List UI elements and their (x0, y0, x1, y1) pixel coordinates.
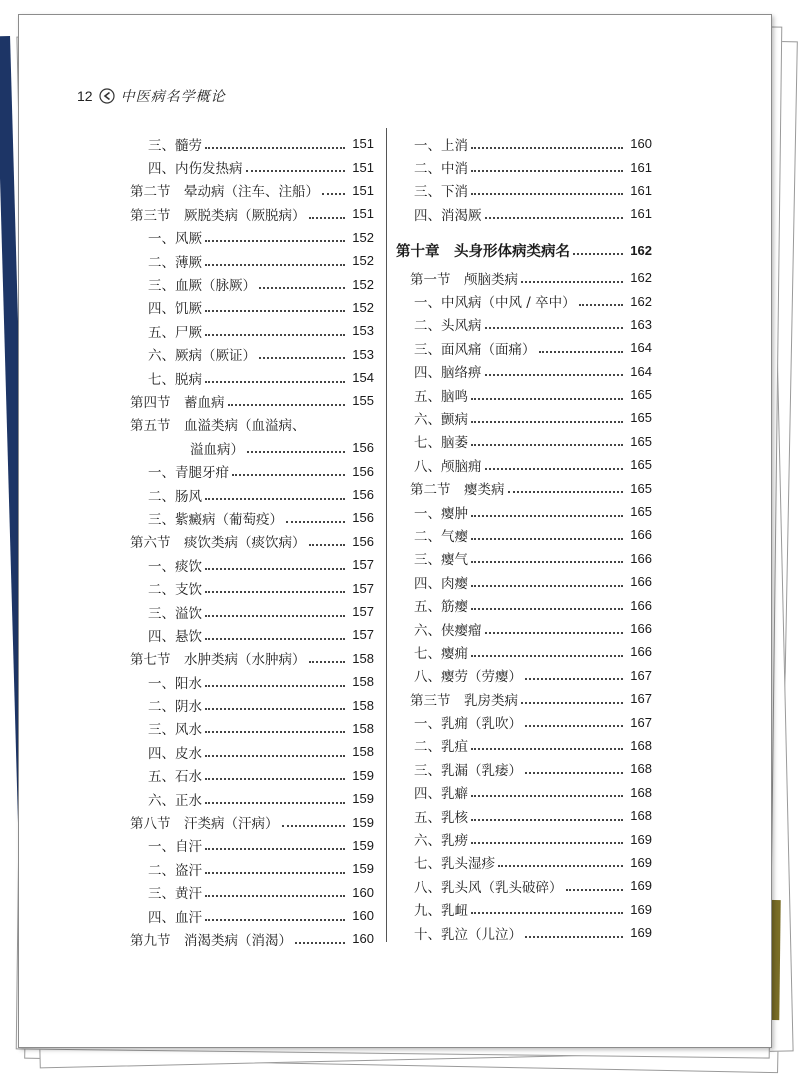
toc-entry-page: 159 (352, 767, 374, 783)
toc-entry-label: 五、石水 (148, 769, 202, 786)
toc-entry-label: 十、乳泣（儿泣） (414, 926, 522, 943)
toc-entry-label: 一、青腿牙疳 (148, 465, 229, 482)
leader-dots (228, 390, 346, 406)
toc-entry-label: 七、脱病 (148, 371, 202, 388)
toc-entry-label: 六、正水 (148, 792, 202, 809)
toc-entry-label: 三、面风痛（面痛） (414, 341, 536, 358)
leader-dots (539, 337, 624, 353)
toc-entry-page: 153 (352, 346, 374, 362)
leader-dots (471, 133, 623, 149)
toc-entry-label: 二、薄厥 (148, 254, 202, 271)
toc-entry-label: 第九节 消渴类病（消渴） (130, 932, 292, 949)
toc-entry (130, 600, 374, 623)
toc-entry-label: 一、中风病（中风 / 卒中） (414, 295, 576, 312)
toc-entry-page: 156 (352, 510, 374, 526)
leader-dots (205, 858, 345, 874)
toc-entry-label: 七、乳头湿疹 (414, 856, 495, 873)
toc-entry-page: 156 (352, 487, 374, 503)
toc-entry (396, 664, 652, 687)
toc-entry-label: 一、瘿肿 (414, 505, 468, 522)
leader-dots (471, 524, 623, 540)
leader-dots (205, 905, 345, 921)
toc-entry (130, 530, 374, 553)
toc-entry-label: 四、脑络痹 (414, 365, 482, 382)
toc-entry (396, 239, 652, 262)
toc-entry-page: 166 (630, 550, 652, 566)
toc-entry (396, 523, 652, 546)
toc-entry (396, 710, 652, 733)
leader-dots (205, 133, 345, 149)
leader-dots (309, 647, 346, 663)
toc-entry (130, 272, 374, 295)
toc-entry-label: 六、乳痨 (414, 833, 468, 850)
toc-entry-label: 第三节 乳房类病 (410, 692, 518, 709)
toc-entry-label: 七、脑萎 (414, 435, 468, 452)
toc-entry-page: 151 (352, 182, 374, 198)
leader-dots (282, 811, 346, 827)
toc-entry (130, 296, 374, 319)
toc-entry (130, 343, 374, 366)
toc-entry (130, 226, 374, 249)
toc-entry-label: 溢血病） (190, 441, 244, 458)
toc-entry-label: 一、自汗 (148, 839, 202, 856)
toc-entry-label: 一、阳水 (148, 675, 202, 692)
leader-dots (309, 530, 346, 546)
toc-entry (396, 921, 652, 944)
toc-entry (396, 336, 652, 359)
toc-entry-page: 162 (630, 242, 652, 258)
toc-entry-page: 169 (630, 831, 652, 847)
toc-entry (396, 132, 652, 155)
toc-entry (396, 430, 652, 453)
toc-entry (396, 687, 652, 710)
leader-dots (525, 664, 623, 680)
toc-entry-page: 158 (352, 744, 374, 760)
toc-entry-label: 三、紫癜病（葡萄疫） (148, 511, 283, 528)
toc-entry (396, 266, 652, 289)
leader-dots (485, 618, 624, 634)
toc-entry (396, 617, 652, 640)
toc-entry-page: 165 (630, 433, 652, 449)
toc-entry (130, 319, 374, 342)
toc-entry (130, 202, 374, 225)
leader-dots (471, 734, 623, 750)
toc-entry-page: 152 (352, 276, 374, 292)
toc-entry (130, 927, 374, 950)
toc-entry-label: 二、肠风 (148, 488, 202, 505)
toc-entry-label: 一、上消 (414, 137, 468, 154)
leader-dots (579, 290, 623, 306)
toc-entry (130, 834, 374, 857)
leader-dots (295, 928, 345, 944)
toc-entry (396, 781, 652, 804)
toc-entry-label: 八、乳头风（乳头破碎） (414, 879, 563, 896)
toc-entry (130, 436, 374, 459)
leader-dots (573, 239, 623, 255)
toc-entry (396, 593, 652, 616)
toc-entry-label: 四、内伤发热病 (148, 161, 243, 178)
toc-entry-page: 165 (630, 410, 652, 426)
leader-dots (485, 454, 624, 470)
leader-dots (471, 547, 623, 563)
leader-dots (485, 313, 624, 329)
toc-entry (130, 881, 374, 904)
leader-dots (566, 875, 624, 891)
toc-entry-page: 161 (630, 159, 652, 175)
toc-entry-label: 四、乳癖 (414, 786, 468, 803)
toc-entry-page: 162 (630, 293, 652, 309)
leader-dots (471, 594, 623, 610)
toc-entry-label: 三、血厥（脉厥） (148, 278, 256, 295)
toc-entry-page: 151 (352, 159, 374, 175)
toc-entry (396, 898, 652, 921)
leader-dots (485, 203, 624, 219)
toc-entry-page: 154 (352, 370, 374, 386)
toc-entry (396, 851, 652, 874)
toc-entry-page: 169 (630, 854, 652, 870)
leader-dots (525, 711, 623, 727)
toc-entry-page: 152 (352, 253, 374, 269)
leader-dots (205, 881, 345, 897)
toc-entry-page: 160 (352, 884, 374, 900)
toc-entry (396, 313, 652, 336)
leader-dots (205, 577, 345, 593)
toc-entry-label: 一、风厥 (148, 231, 202, 248)
toc-entry-label: 四、悬饮 (148, 628, 202, 645)
leader-dots (205, 250, 345, 266)
leader-dots (471, 407, 623, 423)
toc-entry (130, 483, 374, 506)
toc-entry (130, 740, 374, 763)
toc-entry-page: 169 (630, 878, 652, 894)
toc-entry (130, 647, 374, 670)
toc-entry-page: 165 (630, 504, 652, 520)
toc-entry (396, 406, 652, 429)
toc-entry (396, 827, 652, 850)
toc-entry-page: 160 (352, 908, 374, 924)
leader-dots (322, 179, 345, 195)
toc-entry-page: 166 (630, 621, 652, 636)
leader-dots (521, 267, 623, 283)
toc-entry-page: 163 (630, 316, 652, 332)
toc-entry (130, 904, 374, 927)
leader-dots (205, 671, 345, 687)
toc-entry-page: 165 (630, 457, 652, 473)
toc-left-column (130, 132, 374, 951)
toc-entry-label: 六、厥病（厥证） (148, 348, 256, 365)
toc-entry (396, 202, 652, 225)
leader-dots (485, 360, 624, 376)
toc-entry-label: 三、黄汗 (148, 886, 202, 903)
leader-dots (525, 922, 623, 938)
toc-entry (396, 155, 652, 178)
toc-entry-label: 二、阴水 (148, 699, 202, 716)
leader-dots (205, 320, 345, 336)
toc-entry-page: 158 (352, 674, 374, 690)
leader-dots (471, 571, 623, 587)
toc-entry (396, 570, 652, 593)
toc-entry-page: 165 (630, 387, 652, 403)
toc-entry-label: 二、乳疽 (414, 739, 468, 756)
toc-entry-label: 八、瘿劳（劳瘿） (414, 669, 522, 686)
toc-entry (130, 249, 374, 272)
toc-entry (130, 155, 374, 178)
toc-entry-page: 160 (352, 931, 374, 947)
toc-entry-label: 八、颅脑痈 (414, 458, 482, 475)
leader-dots (246, 156, 346, 172)
toc-entry (130, 810, 374, 833)
leader-dots (471, 156, 623, 172)
toc-entry-page: 151 (352, 206, 374, 222)
toc-entry-page: 164 (630, 363, 652, 379)
toc-entry (130, 787, 374, 810)
toc-entry-page: 156 (352, 533, 374, 549)
toc-entry-page: 157 (352, 580, 374, 596)
toc-entry (396, 476, 652, 499)
toc-entry-page: 162 (630, 270, 652, 286)
toc-entry-page: 167 (630, 667, 652, 683)
toc-entry-label: 五、筋瘿 (414, 599, 468, 616)
toc-entry-label: 二、盗汗 (148, 862, 202, 879)
toc-entry (396, 179, 652, 202)
toc-entry-label: 七、瘿痈 (414, 645, 468, 662)
page-number: 12 (77, 88, 93, 104)
toc-entry-page: 168 (630, 761, 652, 777)
toc-entry-page: 166 (630, 644, 652, 660)
leader-dots (471, 384, 623, 400)
toc-entry-label: 四、血汗 (148, 909, 202, 926)
leader-dots (205, 834, 345, 850)
leader-dots (498, 851, 623, 867)
toc-entry-label: 二、气瘿 (414, 528, 468, 545)
toc-entry-label: 第三节 厥脱类病（厥脱病） (130, 207, 306, 224)
toc-entry-page: 159 (352, 861, 374, 877)
toc-entry (396, 453, 652, 476)
toc-entry-page: 166 (630, 597, 652, 613)
toc-entry-page: 157 (352, 604, 374, 619)
toc-entry-label: 五、脑鸣 (414, 388, 468, 405)
toc-entry-label: 六、颤病 (414, 411, 468, 428)
toc-entry (130, 366, 374, 389)
toc-entry-page: 169 (630, 925, 652, 941)
leader-dots (471, 805, 623, 821)
toc-entry (396, 874, 652, 897)
toc-entry (396, 734, 652, 757)
toc-entry-page: 168 (630, 808, 652, 824)
leader-dots (205, 601, 345, 617)
left-arrow-circle-icon (99, 88, 115, 104)
toc-entry-label: 第七节 水肿类病（水肿病） (130, 652, 306, 669)
toc-entry (396, 383, 652, 406)
toc-entry-label: 二、中消 (414, 161, 468, 178)
leader-dots (471, 430, 623, 446)
toc-entry-label: 三、乳漏（乳痿） (414, 762, 522, 779)
toc-entry (396, 757, 652, 780)
toc-entry-label: 三、溢饮 (148, 605, 202, 622)
toc-entry-page: 155 (352, 393, 374, 409)
toc-entry-label: 一、痰饮 (148, 558, 202, 575)
leader-dots (232, 460, 345, 476)
leader-dots (259, 273, 345, 289)
toc-entry-label: 三、下消 (414, 184, 468, 201)
toc-entry-page: 167 (630, 691, 652, 707)
leader-dots (205, 554, 345, 570)
toc-entry-page: 158 (352, 697, 374, 713)
leader-dots (525, 758, 623, 774)
toc-entry-page: 157 (352, 557, 374, 573)
leader-dots (205, 367, 345, 383)
toc-entry-page: 159 (352, 791, 374, 807)
toc-entry (396, 500, 652, 523)
leader-dots (508, 477, 624, 493)
toc-right-column (396, 132, 652, 944)
leader-dots (247, 437, 345, 453)
toc-entry (130, 553, 374, 576)
toc-entry-page: 153 (352, 323, 374, 339)
toc-entry-page: 161 (630, 206, 652, 222)
toc-entry-page: 151 (352, 136, 374, 152)
leader-dots (521, 688, 623, 704)
toc-entry-label: 三、瘿气 (414, 552, 468, 569)
toc-entry-label: 第六节 痰饮类病（痰饮病） (130, 535, 306, 552)
leader-dots (471, 179, 623, 195)
book-title: 中医病名学概论 (120, 89, 226, 105)
leader-dots (205, 484, 345, 500)
leader-dots (205, 717, 345, 733)
leader-dots (286, 507, 345, 523)
toc-entry (396, 289, 652, 312)
toc-entry-label: 二、头风病 (414, 318, 482, 335)
toc-entry-label: 第二节 晕动病（注车、注船） (130, 184, 319, 201)
toc-entry-label: 五、乳核 (414, 809, 468, 826)
toc-entry-label: 二、支饮 (148, 582, 202, 599)
leader-dots (205, 764, 345, 780)
toc-entry-page: 152 (352, 299, 374, 315)
toc-entry-label: 第八节 汗类病（汗病） (130, 816, 279, 833)
toc-entry (130, 459, 374, 482)
toc-entry-label: 五、尸厥 (148, 324, 202, 341)
toc-entry-page: 158 (352, 650, 374, 666)
toc-entry-page: 167 (630, 714, 652, 730)
toc-entry-page: 164 (630, 340, 652, 356)
toc-entry (396, 640, 652, 663)
toc-entry-label: 第五节 血溢类病（血溢病、 (130, 418, 306, 435)
column-divider (386, 128, 387, 942)
toc-entry-label: 第一节 颅脑类病 (410, 271, 518, 288)
toc-entry-label: 六、侠瘿瘤 (414, 622, 482, 639)
toc-entry-page: 165 (630, 480, 652, 496)
toc-entry-page: 159 (352, 814, 374, 830)
toc-entry (130, 764, 374, 787)
leader-dots (205, 226, 345, 242)
toc-entry-page: 157 (352, 627, 374, 643)
toc-entry-page: 160 (630, 136, 652, 152)
leader-dots (471, 898, 623, 914)
toc-entry-page: 166 (630, 527, 652, 543)
toc-entry (130, 179, 374, 202)
toc-entry-page: 168 (630, 737, 652, 753)
toc-entry (130, 576, 374, 599)
toc-entry (130, 413, 374, 436)
toc-entry-page: 161 (630, 182, 652, 198)
running-header (77, 86, 226, 106)
toc-entry-label: 第二节 瘿类病 (410, 482, 505, 499)
leader-dots (205, 694, 345, 710)
toc-entry (130, 132, 374, 155)
leader-dots (205, 788, 345, 804)
toc-entry-page: 159 (352, 837, 374, 853)
toc-entry (396, 547, 652, 570)
toc-entry-label: 九、乳衄 (414, 903, 468, 920)
toc-entry (396, 804, 652, 827)
toc-entry-label: 四、消渴厥 (414, 207, 482, 224)
leader-dots (471, 501, 623, 517)
toc-entry-page: 169 (630, 901, 652, 917)
toc-entry-page: 166 (630, 574, 652, 590)
toc-entry (130, 717, 374, 740)
leader-dots (205, 624, 345, 640)
toc-entry-label: 第四节 蓄血病 (130, 394, 225, 411)
toc-entry-page: 158 (352, 720, 374, 736)
toc-entry-label: 三、髓劳 (148, 137, 202, 154)
leader-dots (205, 741, 345, 757)
leader-dots (259, 343, 345, 359)
toc-entry (130, 670, 374, 693)
toc-entry-label: 四、肉瘿 (414, 575, 468, 592)
toc-entry (130, 857, 374, 880)
toc-entry-page: 156 (352, 463, 374, 479)
toc-entry (130, 506, 374, 529)
toc-entry (130, 623, 374, 646)
toc-entry-label: 四、皮水 (148, 745, 202, 762)
leader-dots (205, 296, 345, 312)
toc-entry-page: 156 (352, 440, 374, 456)
toc-entry-label: 三、风水 (148, 722, 202, 739)
leader-dots (471, 828, 623, 844)
toc-entry (130, 389, 374, 412)
toc-entry-page: 152 (352, 229, 374, 245)
toc-entry-label: 四、饥厥 (148, 301, 202, 318)
toc-entry-label: 第十章 头身形体病类病名 (396, 242, 570, 260)
leader-dots (471, 781, 623, 797)
toc-entry (130, 693, 374, 716)
toc-entry (396, 360, 652, 383)
toc-entry-label: 一、乳痈（乳吹） (414, 716, 522, 733)
toc-entry-page: 168 (630, 784, 652, 800)
leader-dots (471, 641, 623, 657)
leader-dots (309, 203, 346, 219)
